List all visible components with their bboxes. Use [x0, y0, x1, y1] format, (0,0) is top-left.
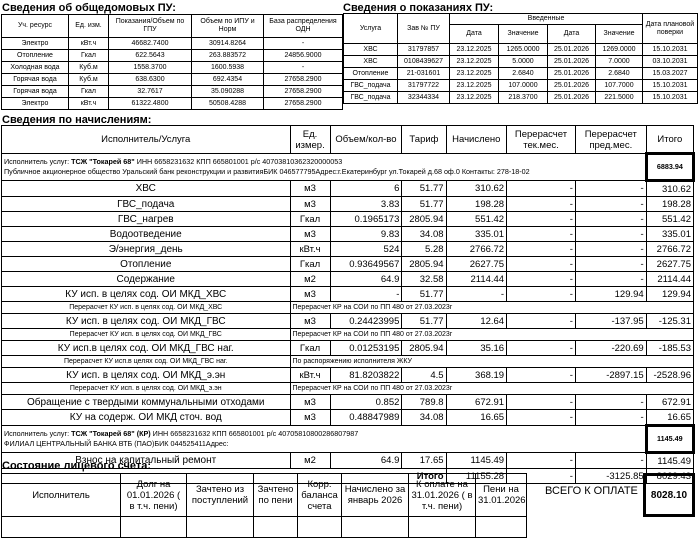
table-row	[2, 38, 343, 50]
table-row	[344, 44, 698, 56]
header-cell: Исполнитель/Услуга	[2, 126, 291, 154]
header-value2: Значение	[596, 25, 643, 44]
recalc-previous: -137.95	[575, 314, 646, 329]
recalc-note-left: Перерасчет КУ исп. в целях сод. ОИ МКД_ГВС	[2, 329, 291, 341]
table-cell: Горячая вода	[2, 74, 69, 86]
table-cell: 263.883572	[192, 50, 264, 62]
table-cell: 25.01.2026	[548, 80, 596, 92]
table-cell: 15.10.2031	[643, 80, 698, 92]
table-cell: 46682.7400	[109, 38, 192, 50]
unit: Гкал	[290, 212, 330, 227]
recalc-previous: -	[575, 257, 646, 272]
table-row	[344, 92, 698, 104]
table-row	[2, 98, 343, 110]
table-cell: Горячая вода	[2, 86, 69, 98]
charged: 1145.49	[446, 453, 507, 469]
provider-bank: ФИЛИАЛ ЦЕНТРАЛЬНЫЙ БАНКА ВТБ (ПАО)БИК 044525411Адрес:	[4, 439, 229, 448]
volume: 0.93649567	[330, 257, 402, 272]
volume: 0.24423995	[330, 314, 402, 329]
table-cell: 0108439627	[398, 56, 450, 68]
volume: 0.1965173	[330, 212, 402, 227]
unit: кВт.ч	[290, 368, 330, 383]
service-name: Водоотведение	[2, 227, 291, 242]
unit: м3	[290, 181, 330, 197]
row-total: 2766.72	[646, 242, 693, 257]
header-cell: Зачтено из поступлений	[187, 474, 254, 517]
meter-readings-title: Сведения о показаниях ПУ:	[343, 2, 494, 14]
table-cell: -	[264, 62, 343, 74]
service-name: ГВС_нагрев	[2, 212, 291, 227]
account-header	[2, 474, 527, 517]
charge-row	[2, 242, 694, 257]
provider-row	[2, 426, 694, 453]
table-cell: 15.03.2027	[643, 68, 698, 80]
service-name: Обращение с твердыми коммунальными отходами	[2, 395, 291, 410]
volume: 3.83	[330, 197, 402, 212]
header-date1: Дата	[450, 25, 499, 44]
charged: 335.01	[446, 227, 507, 242]
charge-row	[2, 272, 694, 287]
header-cell: Начислено за январь 2026	[342, 474, 409, 517]
recalc-note-row	[2, 356, 694, 368]
recalc-note-right: Перерасчет КР на СОИ по ПП 480 от 27.03.2023г	[290, 329, 694, 341]
provider-row	[2, 154, 694, 181]
tariff: 51.77	[402, 197, 446, 212]
service-name: КУ исп.в целях сод. ОИ МКД_ГВС наг.	[2, 341, 291, 356]
table-cell: 31797722	[398, 80, 450, 92]
grand-total-label: ВСЕГО К ОПЛАТЕ	[545, 485, 638, 497]
header-cell: Тариф	[402, 126, 446, 154]
recalc-current: -	[507, 410, 576, 426]
table-cell: Куб.м	[69, 62, 109, 74]
unit: м2	[290, 272, 330, 287]
recalc-current: -	[507, 341, 576, 356]
table-cell: 25.01.2026	[548, 56, 596, 68]
table-cell: Отопление	[344, 68, 398, 80]
table-row	[2, 86, 343, 98]
common-meters-title: Сведения об общедомовых ПУ:	[2, 2, 176, 14]
volume: 524	[330, 242, 402, 257]
table-cell: 25.01.2026	[548, 44, 596, 56]
table-cell: 15.10.2031	[643, 44, 698, 56]
recalc-current: -	[507, 272, 576, 287]
table-cell: 221.5000	[596, 92, 643, 104]
unit: Гкал	[290, 257, 330, 272]
table-cell: ГВС_подача	[344, 92, 398, 104]
recalc-note-row	[2, 329, 694, 341]
volume: 64.9	[330, 453, 402, 469]
table-cell: -	[264, 38, 343, 50]
recalc-current: -	[507, 257, 576, 272]
recalc-note-left: Перерасчет КУ исп. в целях сод. ОИ МКД_ХВС	[2, 302, 291, 314]
table-cell: 107.0000	[499, 80, 548, 92]
header-cell: К оплате на 31.01.2026 ( в т.ч. пени)	[409, 474, 476, 517]
account-table	[1, 473, 527, 538]
charge-row	[2, 257, 694, 272]
header-date2: Дата	[548, 25, 596, 44]
header-cell: База распределения ОДН	[264, 15, 343, 38]
charges-header	[2, 126, 694, 154]
charge-row	[2, 181, 694, 197]
row-total: 2114.44	[646, 272, 693, 287]
header-cell: Долг на 01.01.2026 ( в т.ч. пени)	[121, 474, 187, 517]
charge-row	[2, 368, 694, 383]
service-name: ГВС_подача	[2, 197, 291, 212]
row-total: 551.42	[646, 212, 693, 227]
volume: 64.9	[330, 272, 402, 287]
tariff: 51.77	[402, 287, 446, 302]
table-cell: 30914.8264	[192, 38, 264, 50]
charged: 551.42	[446, 212, 507, 227]
table-cell: 27658.2900	[264, 98, 343, 110]
table-cell: 23.12.2025	[450, 68, 499, 80]
tariff: 789.8	[402, 395, 446, 410]
table-cell: 2.6840	[499, 68, 548, 80]
charged: 672.91	[446, 395, 507, 410]
charged: 2114.44	[446, 272, 507, 287]
recalc-note-right: По распоряжению исполнителя ЖКУ	[290, 356, 694, 368]
tariff: 2805.94	[402, 257, 446, 272]
recalc-current: -	[507, 395, 576, 410]
recalc-current: -	[507, 227, 576, 242]
charged: 198.28	[446, 197, 507, 212]
recalc-note-left: Перерасчет КУ исп.в целях сод. ОИ МКД_ГВС наг.	[2, 356, 291, 368]
table-cell: 218.3700	[499, 92, 548, 104]
tariff: 32.58	[402, 272, 446, 287]
unit: м3	[290, 395, 330, 410]
row-total: -185.53	[646, 341, 693, 356]
table-row	[2, 62, 343, 74]
unit: м2	[290, 453, 330, 469]
meter-readings-table	[343, 13, 698, 104]
table-cell: 31797857	[398, 44, 450, 56]
table-cell: 1558.3700	[109, 62, 192, 74]
table-cell: 25.01.2026	[548, 68, 596, 80]
table-cell: ХВС	[344, 56, 398, 68]
table-row	[344, 68, 698, 80]
volume: 0.48847989	[330, 410, 402, 426]
table-cell: 21-031601	[398, 68, 450, 80]
row-total: -2528.96	[646, 368, 693, 383]
header-serial: Зав № ПУ	[398, 14, 450, 44]
unit: м3	[290, 314, 330, 329]
table-cell: 1269.0000	[596, 44, 643, 56]
table-cell: 1265.0000	[499, 44, 548, 56]
common-meters-table	[1, 14, 343, 110]
recalc-previous: -	[575, 197, 646, 212]
row-total: 129.94	[646, 287, 693, 302]
table-cell: 50508.4288	[192, 98, 264, 110]
recalc-previous: -	[575, 453, 646, 469]
table-cell: Холодная вода	[2, 62, 69, 74]
recalc-previous: -	[575, 272, 646, 287]
table-cell: кВт.ч	[69, 98, 109, 110]
row-total: 672.91	[646, 395, 693, 410]
row-total: 198.28	[646, 197, 693, 212]
recalc-previous: -	[575, 395, 646, 410]
provider-total: 1145.49	[646, 426, 693, 453]
common-meters-header	[2, 15, 343, 38]
recalc-note-right: Перерасчет КР на СОИ по ПП 480 от 27.03.2023г	[290, 302, 694, 314]
charge-row	[2, 227, 694, 242]
volume: 6	[330, 181, 402, 197]
recalc-current: -	[507, 181, 576, 197]
row-total: 335.01	[646, 227, 693, 242]
header-entered: Введенные	[450, 14, 643, 25]
table-cell: 23.12.2025	[450, 92, 499, 104]
table-cell: 27658.2900	[264, 86, 343, 98]
table-row	[2, 74, 343, 86]
volume: -	[330, 287, 402, 302]
tariff: 2805.94	[402, 341, 446, 356]
table-cell: Гкал	[69, 50, 109, 62]
tariff: 51.77	[402, 181, 446, 197]
charge-row	[2, 410, 694, 426]
service-name: ХВС	[2, 181, 291, 197]
recalc-previous: -	[575, 410, 646, 426]
totals-charged: 11155.28	[446, 469, 507, 484]
unit: м3	[290, 410, 330, 426]
tariff: 5.28	[402, 242, 446, 257]
volume: 9.83	[330, 227, 402, 242]
header-cell: Исполнитель	[2, 474, 121, 517]
totals-recalc-prev: -3125.85	[575, 469, 646, 484]
charge-row	[2, 395, 694, 410]
header-cell: Объем/кол-во	[330, 126, 402, 154]
recalc-current: -	[507, 314, 576, 329]
provider-name: ТСЖ "Токарей 68"	[71, 157, 135, 166]
grand-total-value: 8028.10	[643, 473, 695, 517]
recalc-previous: 129.94	[575, 287, 646, 302]
charged: 12.64	[446, 314, 507, 329]
table-cell: 692.4354	[192, 74, 264, 86]
table-cell: 35.090288	[192, 86, 264, 98]
table-cell: 23.12.2025	[450, 56, 499, 68]
volume: 0.852	[330, 395, 402, 410]
table-cell: 27658.2900	[264, 74, 343, 86]
header-verification: Дата плановой поверки	[643, 14, 698, 44]
header-cell: Итого	[646, 126, 693, 154]
service-name: Содержание	[2, 272, 291, 287]
table-cell: 2.6840	[596, 68, 643, 80]
table-cell: 23.12.2025	[450, 44, 499, 56]
header-cell: Начислено	[446, 126, 507, 154]
tariff: 51.77	[402, 314, 446, 329]
row-total: 310.62	[646, 181, 693, 197]
tariff: 34.08	[402, 227, 446, 242]
table-cell: 638.6300	[109, 74, 192, 86]
unit: кВт.ч	[290, 242, 330, 257]
service-name: КУ на содерж. ОИ МКД сточ. вод	[2, 410, 291, 426]
header-value1: Значение	[499, 25, 548, 44]
volume: 0.01253195	[330, 341, 402, 356]
charge-row	[2, 287, 694, 302]
table-cell: ГВС_подача	[344, 80, 398, 92]
service-name: Взнос на капитальный ремонт	[2, 453, 291, 469]
table-cell: 25.01.2026	[548, 92, 596, 104]
header-cell: Объем по ИПУ и Норм	[192, 15, 264, 38]
tariff: 34.08	[402, 410, 446, 426]
row-total: 16.65	[646, 410, 693, 426]
table-cell: 15.10.2031	[643, 92, 698, 104]
recalc-note-left: Перерасчет КУ исп. в целях сод. ОИ МКД_э.эн	[2, 383, 291, 395]
recalc-note-row	[2, 302, 694, 314]
tariff: 17.65	[402, 453, 446, 469]
table-cell: ХВС	[344, 44, 398, 56]
unit: м3	[290, 227, 330, 242]
recalc-previous: -	[575, 212, 646, 227]
service-name: Э/энергия_день	[2, 242, 291, 257]
recalc-previous: -	[575, 242, 646, 257]
volume: 81.8203822	[330, 368, 402, 383]
row-total: -125.31	[646, 314, 693, 329]
charges-title: Сведения по начислениям:	[2, 114, 152, 126]
header-cell: Ед. изм.	[69, 15, 109, 38]
table-cell: Куб.м	[69, 74, 109, 86]
recalc-current: -	[507, 212, 576, 227]
service-name: КУ исп. в целях сод. ОИ МКД_э.эн	[2, 368, 291, 383]
table-cell: 7.0000	[596, 56, 643, 68]
totals-label: Итого	[402, 469, 446, 484]
service-name: КУ исп. в целях сод. ОИ МКД_ГВС	[2, 314, 291, 329]
table-cell: 23.12.2025	[450, 80, 499, 92]
table-cell: 32.7617	[109, 86, 192, 98]
table-cell: 107.7000	[596, 80, 643, 92]
charged: 368.19	[446, 368, 507, 383]
recalc-current: -	[507, 242, 576, 257]
table-row	[344, 56, 698, 68]
service-name: Отопление	[2, 257, 291, 272]
header-cell: Ед. измер.	[290, 126, 330, 154]
table-cell: 03.10.2031	[643, 56, 698, 68]
header-cell: Перерасчет тек.мес.	[507, 126, 576, 154]
table-cell: 622.5643	[109, 50, 192, 62]
recalc-previous: -2897.15	[575, 368, 646, 383]
recalc-previous: -	[575, 227, 646, 242]
table-cell: 32344334	[398, 92, 450, 104]
row-total: 1145.49	[646, 453, 693, 469]
header-cell: Перерасчет пред.мес.	[575, 126, 646, 154]
charge-row	[2, 197, 694, 212]
unit: Гкал	[290, 341, 330, 356]
provider-total: 6883.94	[646, 154, 693, 181]
table-cell: Отопление	[2, 50, 69, 62]
header-cell: Зачтено по пени	[254, 474, 298, 517]
charge-row	[2, 341, 694, 356]
header-cell: Пени на 31.01.2026	[476, 474, 527, 517]
row-total: 2627.75	[646, 257, 693, 272]
recalc-current: -	[507, 368, 576, 383]
header-cell: Уч. ресурс	[2, 15, 69, 38]
unit: м3	[290, 197, 330, 212]
account-row-clipped	[2, 517, 527, 538]
provider-name: ТСЖ "Токарей 68" (КР)	[71, 429, 151, 438]
table-row	[2, 50, 343, 62]
table-cell: 1600.5938	[192, 62, 264, 74]
table-cell: 24856.9000	[264, 50, 343, 62]
table-row	[344, 80, 698, 92]
service-name: КУ исп. в целях сод. ОИ МКД_ХВС	[2, 287, 291, 302]
table-cell: кВт.ч	[69, 38, 109, 50]
provider-info: Исполнитель услуг: ТСЖ "Токарей 68" ИНН 6658231632 КПП 665801001 р/с 40703810362320000053 Публичное акционерное общество Уральский банк реконструкции и развитияБИК 046577795Адрес:г.Екатеринбург ул.Токарей д.68 оф.0 Контакты: 278-18-02	[2, 154, 647, 181]
table-cell: 5.0000	[499, 56, 548, 68]
tariff: 4.5	[402, 368, 446, 383]
recalc-note-right: Перерасчет КР на СОИ по ПП 480 от 27.03.2023г	[290, 383, 694, 395]
header-cell: Показания/Объем по ГПУ	[109, 15, 192, 38]
recalc-previous: -220.69	[575, 341, 646, 356]
unit: м3	[290, 287, 330, 302]
header-cell: Корр. баланса счета	[298, 474, 342, 517]
charge-row	[2, 212, 694, 227]
recalc-current: -	[507, 453, 576, 469]
table-cell: Гкал	[69, 86, 109, 98]
charge-row	[2, 314, 694, 329]
charged: 310.62	[446, 181, 507, 197]
charged: 35.16	[446, 341, 507, 356]
recalc-current: -	[507, 287, 576, 302]
totals-total: 8029.43	[646, 469, 693, 484]
recalc-current: -	[507, 197, 576, 212]
charged: 2627.75	[446, 257, 507, 272]
table-cell: Электро	[2, 38, 69, 50]
charged: 2766.72	[446, 242, 507, 257]
charged: 16.65	[446, 410, 507, 426]
account-title: Состояние лицевого счета:	[2, 460, 151, 472]
table-cell: Электро	[2, 98, 69, 110]
charges-table	[1, 125, 695, 484]
provider-bank: Публичное акционерное общество Уральский банк реконструкции и развитияБИК 046577795Адрес:г.Екатеринбург ул.Токарей д.68 оф.0 Контакты: 278-18-02	[4, 167, 530, 176]
recalc-note-row	[2, 383, 694, 395]
provider-info: Исполнитель услуг: ТСЖ "Токарей 68" (КР) ИНН 6658231632 КПП 665801001 р/с 40705810800286807987 ФИЛИАЛ ЦЕНТРАЛЬНЫЙ БАНКА ВТБ (ПАО)БИК 044525411Адрес:	[2, 426, 647, 453]
header-service: Услуга	[344, 14, 398, 44]
totals-recalc-cur: -	[507, 469, 576, 484]
charged: -	[446, 287, 507, 302]
recalc-previous: -	[575, 181, 646, 197]
tariff: 2805.94	[402, 212, 446, 227]
table-cell: 61322.4800	[109, 98, 192, 110]
